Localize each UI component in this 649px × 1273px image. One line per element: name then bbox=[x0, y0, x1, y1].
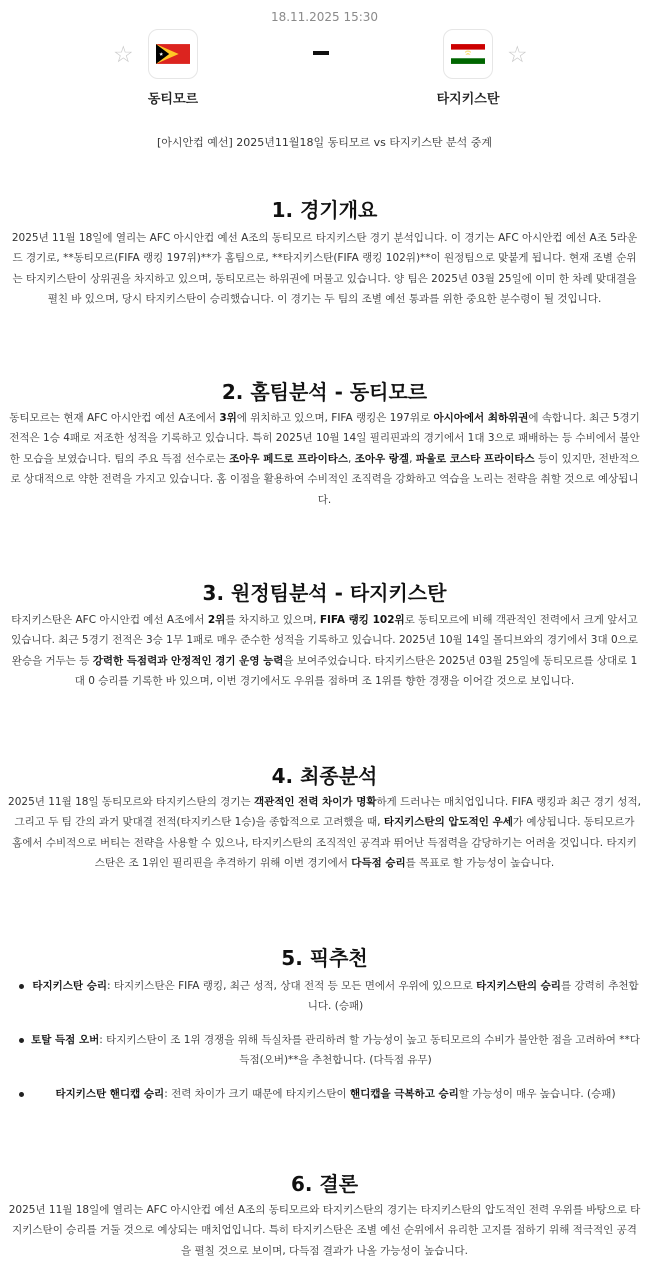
emphasis-text: 조아우 랑겔 bbox=[354, 452, 410, 465]
emphasis-text: 타지키스탄 핸디캡 승리 bbox=[55, 1087, 165, 1100]
emphasis-text: 토탈 득점 오버 bbox=[31, 1033, 100, 1046]
body-text: 할 가능성이 매우 높습니다. (승패) bbox=[458, 1087, 616, 1100]
emphasis-text: 객관적인 전력 차이가 명확 bbox=[253, 796, 377, 808]
emphasis-text: 타지키스탄 승리 bbox=[32, 980, 107, 992]
emphasis-text: 타지키스탄의 압도적인 우세 bbox=[383, 816, 513, 829]
section-body-home-analysis bbox=[8, 408, 641, 510]
away-team-flag[interactable] bbox=[443, 29, 493, 79]
section-title-picks: 5. 픽추천 bbox=[281, 946, 368, 970]
body-text: , bbox=[348, 452, 355, 465]
body-text: , bbox=[409, 452, 416, 465]
match-datetime: 18.11.2025 15:30 bbox=[270, 10, 379, 24]
section-title-overview: 1. 경기개요 bbox=[271, 198, 378, 222]
body-text: 를 목표로 할 가능성이 높습니다. bbox=[405, 857, 555, 870]
home-team-name[interactable]: 동티모르 bbox=[147, 92, 199, 107]
score-separator bbox=[313, 51, 329, 55]
pick-item bbox=[0, 976, 649, 1017]
body-text: : 타지키스탄이 조 1위 경쟁을 위해 득실차를 관리하려 할 가능성이 높고 동티모르의 수비가 불안한 점을 고려하여 **다득점(오버)**을 추천합니다. (다득점 유무) bbox=[99, 1033, 640, 1067]
pick-item bbox=[0, 1084, 649, 1104]
emphasis-text: 조아우 페드로 프라이타스 bbox=[229, 452, 349, 465]
timor-leste-flag-icon bbox=[156, 44, 190, 64]
pick-item bbox=[0, 1030, 649, 1071]
tajikistan-flag-icon bbox=[451, 44, 485, 64]
emphasis-text: 강력한 득점력과 안정적인 경기 운영 능력 bbox=[92, 654, 284, 667]
bullet-icon bbox=[19, 1092, 24, 1097]
section-body-overview bbox=[8, 228, 641, 310]
home-team-flag[interactable] bbox=[148, 29, 198, 79]
emphasis-text: 다득점 승리 bbox=[351, 857, 406, 870]
away-team-name[interactable]: 타지키스탄 bbox=[436, 92, 500, 107]
body-text: : 전력 차이가 크기 때문에 타지키스탄이 bbox=[164, 1087, 351, 1100]
body-text: 에 위치하고 있으며, FIFA 랭킹은 197위로 bbox=[236, 412, 434, 424]
body-text: 을 보여주었습니다. 타지키스탄은 2025년 03월 25일에 동티모르를 상대로 1대 0 승리를 기록한 바 있으며, 이번 경기에서도 우위를 점하며 조 1위를 향한 경쟁을 이어갈 것으로 보입니다. bbox=[74, 654, 638, 688]
emphasis-text: 파울로 코스타 프라이타스 bbox=[415, 452, 535, 465]
pick-list bbox=[0, 976, 649, 1117]
bullet-icon bbox=[19, 984, 24, 989]
pick-text bbox=[55, 1088, 615, 1100]
emphasis-text: 핸디캡을 극복하고 승리 bbox=[350, 1087, 459, 1100]
body-text: 2025년 11월 18일에 열리는 AFC 아시안컵 예선 A조의 동티모르와 타지키스탄의 경기는 타지키스탄의 압도적인 전력 우위를 바탕으로 타지키스탄이 승리를 거둘 것으로 예상되는 매치업입니다. 특히 타지키스탄은 조별 예선 순위에서 유리한 고지를 점하기 위해 적극적인 공격을 펼칠 것으로 보이며, 다득점 결과가 나올 가능성이 높습니다. bbox=[8, 1204, 641, 1257]
body-text: 하게 드러나는 매치업입니다. FIFA 랭킹과 최근 경기 성적, 그리고 두 팀 간의 과거 맞대결 전적(타지키스탄 1승)을 종합적으로 고려했을 때, bbox=[14, 796, 641, 829]
section-title-final-analysis: 4. 최종분석 bbox=[271, 764, 378, 788]
body-text: 가 예상됩니다. 동티모르가 홈에서 수비적으로 버티는 전략을 사용할 수 있으나, 타지키스탄의 조직적인 공격과 뛰어난 득점력을 감당하기는 어려울 것입니다. 타지키스탄은 조 1위인 필리핀을 추격하기 위해 이번 경기에서 bbox=[12, 816, 637, 870]
emphasis-text: 2위 bbox=[207, 614, 226, 626]
emphasis-text: 아시아에서 최하위권 bbox=[433, 412, 529, 424]
body-text: 등이 있지만, 전반적으로 상대적으로 약한 전력을 가지고 있습니다. 홈 이점을 활용하여 수비적인 조직력을 강화하고 역습을 노리는 전략을 취할 것으로 예상됩니다. bbox=[10, 452, 640, 506]
body-text: 2025년 11월 18일 동티모르와 타지키스탄의 경기는 bbox=[8, 796, 254, 808]
bullet-icon bbox=[19, 1038, 24, 1043]
favorite-star-icon-home[interactable]: ☆ bbox=[113, 42, 134, 68]
section-title-conclusion: 6. 결론 bbox=[290, 1172, 359, 1196]
emphasis-text: 타지키스탄의 승리 bbox=[476, 980, 561, 992]
pick-text bbox=[32, 980, 638, 1012]
favorite-star-icon-away[interactable]: ☆ bbox=[507, 42, 528, 68]
section-body-conclusion bbox=[8, 1200, 641, 1261]
body-text: 에 속합니다. 최근 5경기 전적은 1승 4패로 저조한 성적을 기록하고 있습니다. 특히 2025년 10월 14일 필리핀과의 경기에서 1대 3으로 패배하는 등 수비에서 불안한 모습을 보였습니다. 팀의 주요 득점 선수로는 bbox=[9, 412, 640, 465]
emphasis-text: FIFA 랭킹 102위 bbox=[319, 614, 405, 626]
body-text: 동티모르는 현재 AFC 아시안컵 예선 A조에서 bbox=[9, 412, 220, 424]
section-title-away-analysis: 3. 원정팀분석 - 타지키스탄 bbox=[202, 581, 447, 605]
body-text: 를 강력히 추천합니다. (승패) bbox=[307, 980, 639, 1013]
emphasis-text: 3위 bbox=[219, 412, 237, 424]
section-title-home-analysis: 2. 홈팀분석 - 동티모르 bbox=[221, 380, 428, 404]
body-text: : 타지키스탄은 FIFA 랭킹, 최근 성적, 상대 전적 등 모든 면에서 우위에 있으므로 bbox=[107, 980, 477, 992]
match-subtitle: [아시안컵 예선] 2025년11월18일 동티모르 vs 타지키스탄 분석 중계 bbox=[156, 136, 493, 149]
body-text: 로 동티모르에 비해 객관적인 전력에서 크게 앞서고 있습니다. 최근 5경기 전적은 3승 1무 1패로 매우 준수한 성적을 기록하고 있습니다. 2025년 10월 14일 몰디브와의 경기에서 3대 0으로 완승을 거두는 등 bbox=[11, 614, 638, 667]
body-text: 2025년 11월 18일에 열리는 AFC 아시안컵 예선 A조의 동티모르 타지키스탄 경기 분석입니다. 이 경기는 AFC 아시안컵 예선 A조 5라운드 경기로, **동티모르(FIFA 랭킹 197위)**가 홈팀으로, **타지키스탄(FIFA 랭킹 102위)**이 원정팀으로 맞붙게 됩니다. 현재 조별 순위는 타지키스탄이 상위권을 차지하고 있으며, 동티모르는 하위권에 머물고 있습니다. 양 팀은 2025년 03월 25일에 이미 한 차례 맞대결을 펼친 바 있으며, 당시 타지키스탄이 승리했습니다. 이 경기는 두 팀의 조별 예선 통과를 위한 중요한 분수령이 될 것입니다. bbox=[11, 232, 638, 306]
body-text: 를 차지하고 있으며, bbox=[225, 614, 320, 626]
section-body-final-analysis bbox=[8, 792, 641, 874]
section-body-away-analysis bbox=[8, 610, 641, 692]
pick-text bbox=[31, 1034, 640, 1066]
body-text: 타지키스탄은 AFC 아시안컵 예선 A조에서 bbox=[11, 614, 208, 626]
